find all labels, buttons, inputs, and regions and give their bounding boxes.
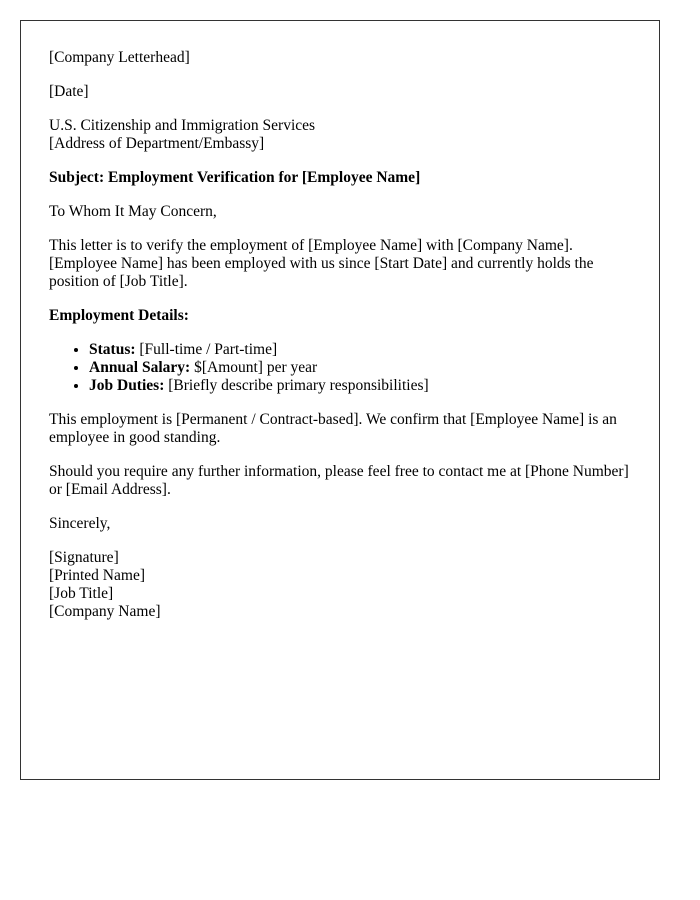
detail-value: $[Amount] per year bbox=[194, 359, 318, 376]
signer-job-title: [Job Title] bbox=[49, 585, 114, 602]
signature-block bbox=[49, 549, 631, 621]
employment-type-paragraph: This employment is [Permanent / Contract-based]. We confirm that [Employee Name] is an employee in good standing. bbox=[49, 411, 617, 446]
detail-item-status bbox=[89, 341, 631, 359]
company-letterhead: [Company Letterhead] bbox=[49, 49, 190, 66]
detail-item-duties bbox=[89, 377, 631, 395]
salutation: To Whom It May Concern, bbox=[49, 203, 217, 220]
signer-company-name: [Company Name] bbox=[49, 603, 161, 620]
detail-label: Job Duties: bbox=[89, 377, 165, 394]
signature-placeholder: [Signature] bbox=[49, 549, 119, 566]
printed-name: [Printed Name] bbox=[49, 567, 145, 584]
recipient-line-2: [Address of Department/Embassy] bbox=[49, 135, 265, 152]
details-heading: Employment Details: bbox=[49, 307, 189, 324]
contact-paragraph: Should you require any further information, please feel free to contact me at [Phone Number] or [Email Address]. bbox=[49, 463, 629, 498]
detail-value: [Full-time / Part-time] bbox=[139, 341, 278, 358]
intro-paragraph: This letter is to verify the employment of [Employee Name] with [Company Name]. [Employee Name] has been employed with us since [Start Date] and currently holds the position of [Job Title]. bbox=[49, 237, 594, 290]
recipient-address bbox=[49, 117, 631, 153]
letter-date: [Date] bbox=[49, 83, 89, 100]
detail-label: Annual Salary: bbox=[89, 359, 191, 376]
detail-item-salary bbox=[89, 359, 631, 377]
detail-label: Status: bbox=[89, 341, 136, 358]
subject-line: Subject: Employment Verification for [Employee Name] bbox=[49, 169, 421, 186]
employment-details-list bbox=[49, 341, 631, 395]
closing: Sincerely, bbox=[49, 515, 111, 532]
letter-document bbox=[20, 20, 660, 780]
detail-value: [Briefly describe primary responsibilities] bbox=[168, 377, 429, 394]
recipient-line-1: U.S. Citizenship and Immigration Services bbox=[49, 117, 316, 134]
